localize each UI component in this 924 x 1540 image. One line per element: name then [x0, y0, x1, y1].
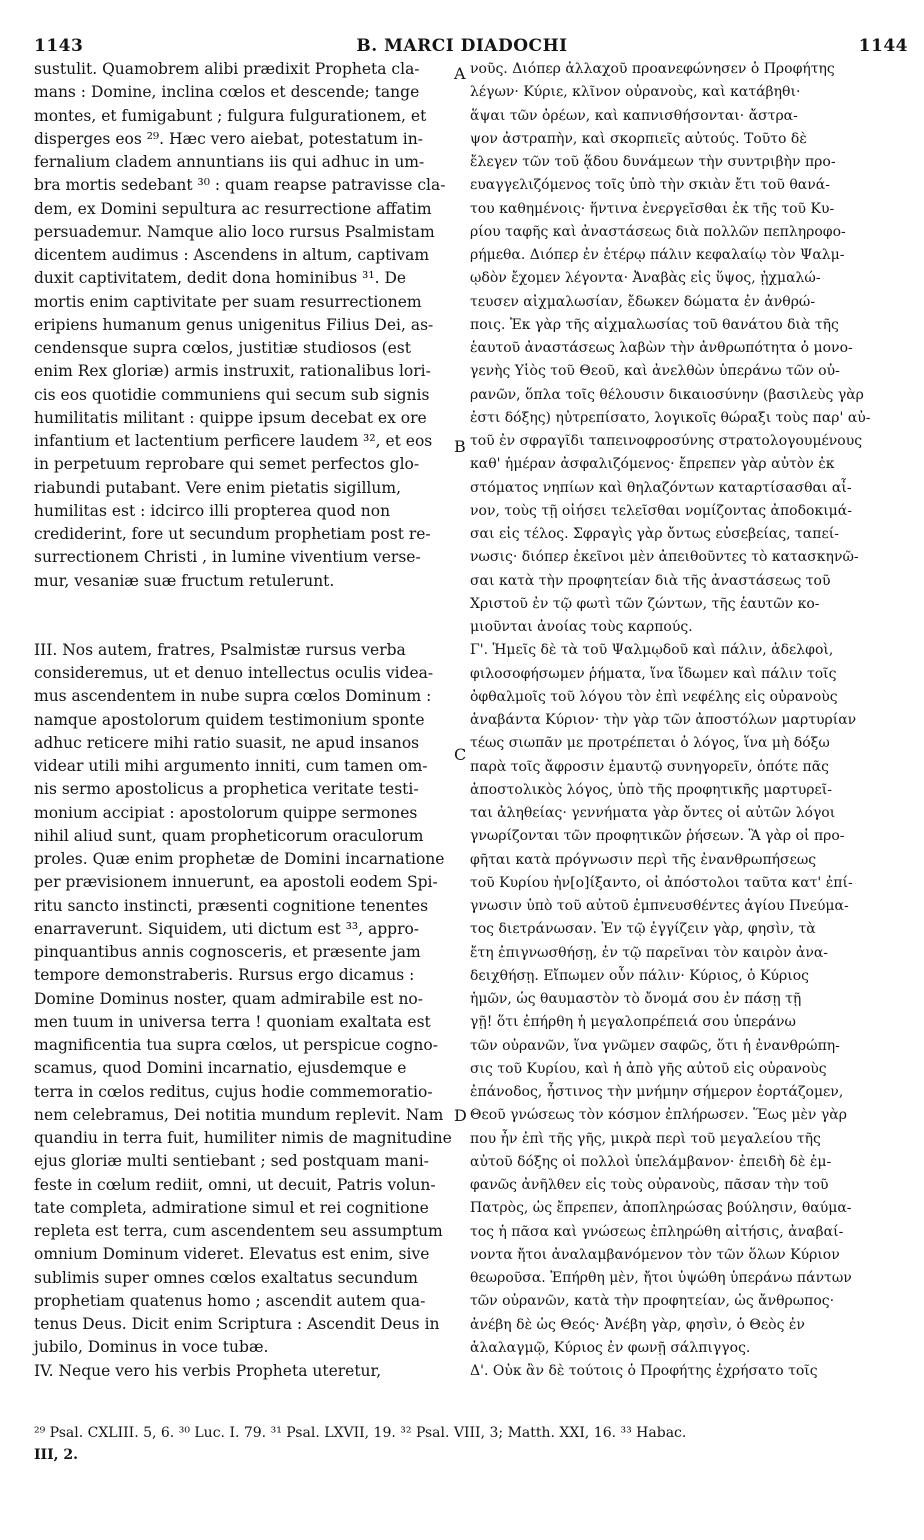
latin-text-line: Domine Dominus noster, quam admirabile est no- — [34, 989, 423, 1008]
greek-text-line: ἀνέβη δὲ ὡς Θεός· Ἀνέβη γὰρ, φησὶν, ὁ Θεὸς ἐν — [470, 1316, 805, 1333]
greek-text-line: ποις. Ἐκ γὰρ τῆς αἰχμαλωσίας τοῦ θανάτου διὰ τῆς — [470, 316, 839, 333]
latin-text-line: duxit captivitatem, dedit dona hominibus ³¹. De — [34, 269, 407, 288]
margin-letter-c: C — [454, 745, 467, 764]
latin-text-line: persuademur. Namque alio loco rursus Psalmistam — [34, 222, 435, 241]
greek-text-line: σις τοῦ Κυρίου, καὶ ἡ ἀπὸ γῆς αὐτοῦ εἰς οὐρανοὺς — [470, 1060, 827, 1077]
greek-text-line: ἀναβάντα Κύριον· τὴν γὰρ τῶν ἀποστόλων μαρτυρίαν — [470, 712, 857, 728]
greek-text-line: νοῦς. Διόπερ ἀλλαχοῦ προανεφώνησεν ὁ Προφήτης — [470, 61, 835, 77]
latin-text-line: namque apostolorum quidem testimonium sponte — [34, 710, 425, 729]
latin-text-line: riabundi putabant. Vere enim pietatis sigillum, — [34, 478, 401, 497]
greek-text-line: τευσεν αἰχμαλωσίαν, ἔδωκεν δώματα ἐν ἀνθρώ- — [470, 293, 816, 310]
greek-text-line: ται ἀληθείας· γεννήματα γὰρ ὄντες οἱ αὐτῶν λόγοι — [470, 805, 836, 821]
latin-text-line: III. Nos autem, fratres, Psalmistæ rursus verba — [34, 640, 406, 659]
latin-column — [34, 58, 452, 1383]
latin-text-line: crediderint, fore ut secundum prophetiam post re- — [34, 525, 431, 543]
greek-text-line: Θεοῦ γνώσεως τὸν κόσμον ἐπλήρωσεν. Ἕως μὲν γὰρ — [470, 1107, 847, 1124]
greek-text-line: που ἦν ἐπὶ τῆς γῆς, μικρὰ περὶ τοῦ μεγαλείου τῆς — [470, 1130, 821, 1147]
latin-text-line: enim Rex gloriæ) armis instruxit, rationalibus lori- — [34, 362, 431, 381]
latin-text-line: omnium Dominum videret. Elevatus est enim, sive — [34, 1245, 430, 1264]
greek-text-line: σαι εἰς τέλος. Σφραγὶς γὰρ ὄντως εὐσεβείας, ταπεί- — [470, 526, 839, 542]
greek-text-line: γνωσιν ὑπὸ τοῦ αὐτοῦ ἐμπνευσθέντες ἁγίου Πνεύμα- — [470, 898, 849, 914]
latin-text-line: ejus gloriæ multi sentiebant ; sed postquam mani- — [34, 1152, 429, 1171]
greek-text-line: γνωρίζονται τῶν προφητικῶν ῥήσεων. Ἃ γὰρ οἱ προ- — [470, 828, 845, 845]
greek-text-line: ὀφθαλμοῖς τοῦ λόγου τὸν ἐπὶ νεφέλης εἰς οὐρανοὺς — [470, 688, 838, 705]
latin-text-line: per prævisionem innuerunt, ea apostoli eodem Spi- — [34, 873, 438, 892]
greek-text-line: Χριστοῦ ἐν τῷ φωτὶ τῶν ζώντων, τῆς ἑαυτῶν κο- — [470, 595, 820, 612]
latin-text-line — [34, 593, 452, 639]
greek-text-line: τέως σιωπᾶν με προτρέπεται ὁ λόγος, ἵνα μὴ δόξω — [470, 735, 830, 752]
greek-text-line: τος διετράνωσαν. Ἐν τῷ ἐγγίζειν γὰρ, φησὶν, τὰ — [470, 921, 816, 938]
footnotes — [34, 1422, 914, 1466]
greek-text-line: ἐστι δόξης) ηὐτρεπίσατο, λογικοῖς θώραξι τοὺς παρ' αὐ- — [470, 409, 871, 426]
latin-text-line: enarraverunt. Siquidem, uti dictum est ³³, appro- — [34, 919, 420, 938]
latin-text-line: mus ascendentem in nube supra cœlos Dominum : — [34, 687, 432, 706]
greek-text-line: νοντα ἤτοι ἀναλαμβανόμενον τὸν τῶν ὅλων Κύριον — [470, 1246, 840, 1263]
greek-text-line: Πατρὸς, ὡς ἔπρεπεν, ἀποπληρώσας βούλησιν, θαύμα- — [470, 1200, 852, 1217]
latin-text-line: quandiu in terra fuit, humiliter nimis de magnitudine — [34, 1129, 452, 1147]
greek-text-line: νον, τοὺς τῇ οἰήσει τελεῖσθαι νομίζοντας ἀποδοκιμά- — [470, 502, 852, 519]
latin-text-line: surrectionem Christi , in lumine viventium verse- — [34, 548, 421, 567]
latin-text-line: nem celebramus, Dei notitia mundum replevit. Nam — [34, 1105, 444, 1124]
latin-text-line: adhuc reticere mihi ratio suasit, ne apud insanos — [34, 733, 420, 752]
greek-text-line: ῳδὸν ἔχομεν λέγοντα· Ἀναβὰς εἰς ὕψος, ᾐχμαλώ- — [470, 270, 821, 287]
greek-text-line: ευαγγελιζόμενος τοῖς ὑπὸ τὴν σκιὰν ἔτι τοῦ θανά- — [470, 177, 830, 194]
latin-text-line: humilitatis militant : quippe ipsum decebat ex ore — [34, 408, 427, 427]
latin-text-line: videar utili mihi argumento inniti, cum tamen om- — [34, 757, 428, 775]
greek-text-line: φανῶς ἀνῆλθεν εἰς τοὺς οὐρανοὺς, πᾶσαν τὴν τοῦ — [470, 1177, 829, 1193]
margin-letter-b: B — [454, 437, 466, 456]
latin-text-line: cendensque supra cœlos, justitiæ studiosos (est — [34, 339, 411, 357]
greek-text-line: δειχθήσῃ. Εἴπωμεν οὖν πάλιν· Κύριος, ὁ Κύριος — [470, 967, 809, 984]
latin-text-line: monium accipiat : apostolorum quippe sermones — [34, 803, 418, 822]
latin-text-line: consideremus, ut et denuo intellectus oculis videa- — [34, 664, 434, 682]
latin-text-line: mortis enim captivitate per suam resurrectionem — [34, 292, 422, 311]
left-column-number: 1143 — [34, 36, 84, 56]
latin-text-line: ritu sancto instincti, præsenti cognitione tenentes — [34, 896, 429, 915]
greek-text-line: φῆται κατὰ πρόγνωσιν περὶ τῆς ἐνανθρωπήσεως — [470, 851, 817, 868]
greek-text-line: ρανῶν, ὅπλα τοῖς θέλουσιν δικαιοσύνην (βασιλεὺς γὰρ — [470, 386, 864, 403]
latin-text-line: dem, ex Domini sepultura ac resurrectione affatim — [34, 199, 432, 218]
latin-text-line: men tuum in universa terra ! quoniam exaltata est — [34, 1012, 431, 1031]
latin-text-line: infantium et lactentium perficere laudem ³², et eos — [34, 432, 433, 450]
greek-text-line: του καθημένοις· ἥντινα ἐνεργεῖσθαι ἐκ τῆς τοῦ Κυ- — [470, 200, 835, 217]
latin-text-line: sublimis super omnes cœlos exaltatus secundum — [34, 1268, 418, 1287]
latin-text-line: dicentem audimus : Ascendens in altum, captivam — [34, 246, 430, 264]
greek-text-line: τῶν οὐρανῶν, ἵνα γνῶμεν σαφῶς, ὅτι ἡ ἐνανθρώπη- — [470, 1037, 840, 1054]
greek-text-line: Γ'. Ἡμεῖς δὲ τὰ τοῦ Ψαλμῳδοῦ καὶ πάλιν, ἀδελφοὶ, — [470, 642, 834, 659]
greek-text-line: τοῦ ἐν σφραγῖδι ταπεινοφροσύνης στρατολογουμένους — [470, 433, 863, 449]
margin-letter-a: A — [454, 64, 466, 83]
latin-text-line: mur, vesaniæ suæ fructum retulerunt. — [34, 571, 335, 590]
latin-text-line: IV. Neque vero his verbis Propheta uteretur, — [34, 1361, 382, 1380]
greek-text-line: ἅψαι τῶν ὀρέων, καὶ καπνισθήσονται· ἄστρα- — [470, 107, 798, 124]
greek-text-line: τος ἡ πᾶσα καὶ γνώσεως ἐπληρώθη αἰτήσις, ἀναβαί- — [470, 1223, 844, 1240]
greek-text-line: λέγων· Κύριε, κλῖνον οὐρανοὺς, καὶ κατάβηθι· — [470, 84, 801, 101]
margin-letter-d: D — [454, 1106, 467, 1125]
latin-text-line: prophetiam quatenus homo ; ascendit autem qua- — [34, 1291, 426, 1310]
latin-text-line: cis eos quotidie communiens qui secum sub signis — [34, 385, 430, 404]
greek-text-line: γῇ! ὅτι ἐπήρθη ἡ μεγαλοπρέπειά σου ὑπεράνω — [470, 1014, 796, 1031]
latin-text-line: eripiens humanum genus unigenitus Filius Dei, as- — [34, 315, 434, 334]
latin-text-line: tate completa, admiratione simul et rei cognitione — [34, 1198, 429, 1217]
latin-text-line: in perpetuum reprobare qui semet perfectos glo- — [34, 455, 420, 474]
greek-text-line: στόματος νηπίων καὶ θηλαζόντων καταρτίσασθαι αἶ- — [470, 479, 852, 496]
latin-text-line: montes, et fumigabunt ; fulgura fulgurationem, et — [34, 106, 427, 125]
greek-text-line: σαι κατὰ τὴν προφητείαν διὰ τῆς ἀναστάσεως τοῦ — [470, 572, 831, 589]
latin-text-line: terra in cœlos reditus, cujus hodie commemoratio- — [34, 1082, 433, 1101]
greek-text-line: φιλοσοφήσωμεν ῥήματα, ἵνα ἴδωμεν καὶ πάλιν τοῖς — [470, 665, 837, 682]
greek-text-line: ρίου ταφῆς καὶ ἀναστάσεως διὰ πολλῶν πεπληροφο- — [470, 223, 846, 240]
running-title: B. MARCI DIADOCHI — [356, 36, 568, 56]
greek-text-line: τῶν οὐρανῶν, κατὰ τὴν προφητείαν, ὡς ἄνθρωπος· — [470, 1293, 835, 1310]
greek-text-line: τοῦ Κυρίου ἠν[ο]ίξαντο, οἱ ἀπόστολοι ταῦτα κατ' ἐπί- — [470, 874, 853, 891]
greek-text-line: ἀλαλαγμῷ, Κύριος ἐν φωνῇ σάλπιγγος. — [470, 1339, 751, 1356]
greek-text-line: νωσις· διόπερ ἐκεῖνοι μὲν ἀπειθοῦντες τὸ κατασκηνῶ- — [470, 549, 859, 566]
right-column-number: 1144 — [858, 36, 908, 56]
latin-text-line: humilitas est : idcirco illi propterea quod non — [34, 501, 391, 520]
greek-text-line: καθ' ἡμέραν ἀσφαλιζόμενος· ἔπρεπεν γὰρ αὐτὸν ἐκ — [470, 456, 835, 473]
greek-text-line: παρὰ τοῖς ἄφροσιν ἐμαυτῷ συνηγορεῖν, ὁπότε πᾶς — [470, 758, 830, 775]
footnote-line: III, 2. — [34, 1447, 79, 1463]
greek-text-line: ἔτη ἐπιγνωσθήσῃ, ἐν τῷ παρεῖναι τὸν καιρὸν ἀνα- — [470, 944, 829, 961]
footnote-line: ²⁹ Psal. CXLIII. 5, 6. ³⁰ Luc. I. 79. ³¹ Psal. LXVII, 19. ³² Psal. VIII, 3; Matth. XXI, 16. ³³ Habac. — [34, 1425, 687, 1441]
latin-text-line: proles. Quæ enim prophetæ de Domini incarnatione — [34, 850, 445, 868]
greek-text-line: ἐπάνοδος, ἧστινος τὴν μνήμην σήμερον ἑορτάζομεν, — [470, 1084, 844, 1100]
latin-text-line: fernalium cladem annuntians iis qui adhuc in um- — [34, 153, 425, 171]
latin-text-line: tenus Deus. Dicit enim Scriptura : Ascendit Deus in — [34, 1315, 440, 1333]
latin-text-line: repleta est terra, cum ascendentem seu assumptum — [34, 1222, 443, 1240]
greek-text-line: θεωροῦσα. Ἐπήρθη μὲν, ἤτοι ὑψώθη ὑπεράνω πάντων — [470, 1270, 852, 1286]
latin-text-line: disperges eos ²⁹. Hæc vero aiebat, potestatum in- — [34, 129, 423, 148]
latin-text-line: scamus, quod Domini incarnatio, ejusdemque e — [34, 1059, 407, 1078]
latin-text-line: jubilo, Dominus in voce tubæ. — [34, 1338, 269, 1357]
greek-text-line: γενὴς Υἱὸς τοῦ Θεοῦ, καὶ ἀνελθὼν ὑπεράνω τῶν οὐ- — [470, 363, 840, 380]
latin-text-line: feste in cœlum rediit, omni, ut decuit, Patris volun- — [34, 1175, 436, 1194]
latin-text-line: tempore demonstraberis. Rursus ergo dicamus : — [34, 966, 415, 985]
greek-text-line: αὐτοῦ δόξης οἱ πολλοὶ ὑπελάμβανον· ἐπειδὴ δὲ ἐμ- — [470, 1153, 832, 1170]
latin-text-line: mans : Domine, inclina cœlos et descende; tange — [34, 83, 420, 102]
greek-text-line: ἡμῶν, ὡς θαυμαστὸν τὸ ὄνομά σου ἐν πάσῃ τῇ — [470, 991, 802, 1007]
greek-text-line: ρήμεθα. Διόπερ ἐν ἑτέρῳ πάλιν κεφαλαίῳ τὸν Ψαλμ- — [470, 247, 845, 263]
latin-text-line: nis sermo apostolicus a prophetica veritate testi- — [34, 780, 419, 799]
greek-text-line: ἀποστολικὸς λόγος, ὑπὸ τῆς προφητικῆς μαρτυρεῖ- — [470, 781, 832, 798]
latin-text-line: pinquantibus annis cognosceris, et præsente jam — [34, 943, 421, 961]
greek-text-line: μιοῦνται ἀνοίας τοὺς καρπούς. — [470, 619, 693, 635]
latin-text-line: bra mortis sedebant ³⁰ : quam reapse patravisse cla- — [34, 176, 446, 195]
latin-text-line: nihil aliud sunt, quam propheticorum oraculorum — [34, 826, 424, 845]
latin-text-line: magnificentia tua supra cœlos, ut perspicue cogno- — [34, 1036, 438, 1054]
greek-text-line: ψον ἀστραπὴν, καὶ σκορπιεῖς αὐτούς. Τοῦτο δὲ — [470, 130, 807, 147]
greek-text-line: ἑαυτοῦ ἀναστάσεως λαβὼν τὴν ἀνθρωπότητα ὁ μονο- — [470, 340, 853, 356]
greek-column — [470, 58, 910, 1383]
greek-text-line: Δ'. Οὐκ ἂν δὲ τούτοις ὁ Προφήτης ἐχρήσατο τοῖς — [470, 1363, 818, 1379]
latin-text-line: sustulit. Quamobrem alibi prædixit Propheta cla- — [34, 60, 420, 78]
greek-text-line: ἔλεγεν τῶν τοῦ ᾅδου δυνάμεων τὴν συντριβὴν προ- — [470, 154, 836, 170]
